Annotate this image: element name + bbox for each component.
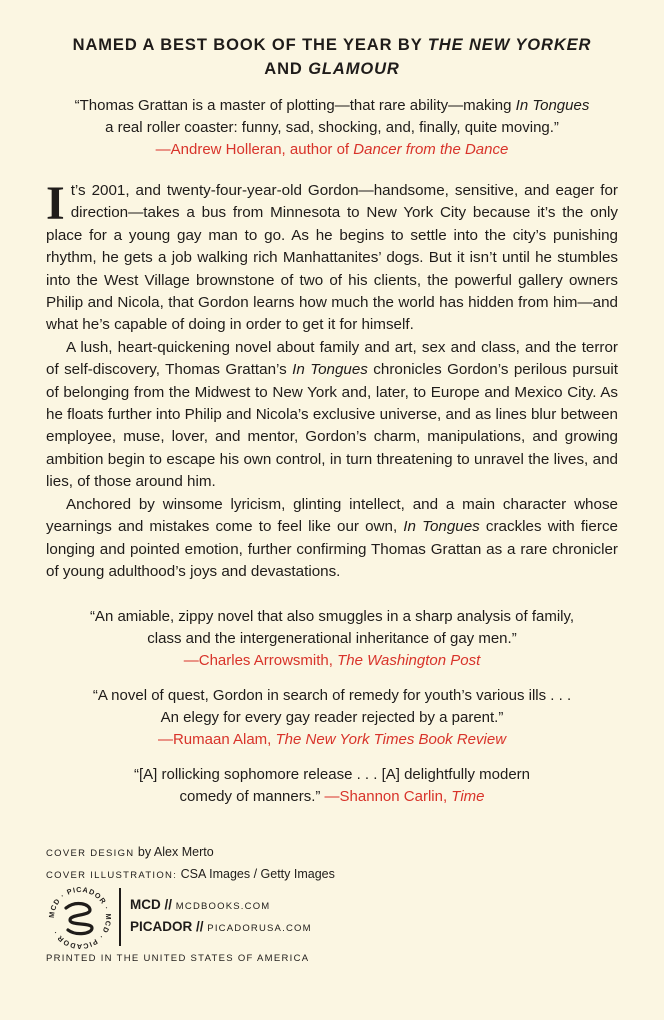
blurb-holleran bbox=[40, 95, 624, 161]
description-paragraph-2: A lush, heart-quickening novel about family and art, sex and class, and the terror of self-discovery, Thomas Grattan’s In Tongues chronicles Gordon’s perilous pursuit of belonging from the Midwest to New York and, later, to Europe and Mexico City. As he floats further into Philip and Nicola’s exclusive universe, and as lines blur between employee, muse, lover, and mentor, Gordon’s charm, manipulations, and growing ambition begin to escape his own control, in turn threatening to unravel the lives, and lies, of those around him. bbox=[46, 338, 618, 491]
blurb-arrowsmith bbox=[40, 606, 624, 672]
drop-cap: I bbox=[46, 177, 65, 230]
description-paragraph-1: It’s 2001, and twenty-four-year-old Gordon—handsome, sensitive, and eager for direction—takes a bus from Minnesota to New York City because it’s the only place for a young gay man to go. As he begins to settle into the city’s punishing rhythm, he gets a job walking rich Manhattanites’ dogs. But it isn’t until he stumbles into the West Village brownstone of two of his clients, the powerful gallery owners Philip and Nicola, that Gordon learns how much the world has hidden from him—and what he’s capable of doing in order to get it for himself. bbox=[46, 177, 618, 334]
description-paragraph-3: Anchored by winsome lyricism, glinting intellect, and a main character whose yearnings and mistakes come to feel like our own, In Tongues crackles with fierce longing and pointed emotion, further confirming Thomas Grattan as a rare chronicler of young adulthood’s joys and devastations. bbox=[46, 495, 618, 580]
blurb-attribution: —Andrew Holleran, author of Dancer from the Dance bbox=[155, 141, 509, 158]
cover-design-credit: COVER DESIGN by Alex Merto bbox=[46, 845, 214, 859]
blurb-line: a real roller coaster: funny, sad, shocking, and, finally, quite moving.” bbox=[105, 119, 559, 136]
logo-ring-text: MCD · PICADOR · MCD · PICADOR · bbox=[46, 884, 114, 952]
mcd-link: MCD // MCDBOOKS.COM bbox=[130, 897, 271, 912]
mcd-picador-logo bbox=[46, 884, 114, 952]
squiggle-icon bbox=[66, 904, 92, 934]
svg-text:MCD · PICADOR · MCD · PICADOR bbox=[47, 885, 113, 951]
publisher-links bbox=[130, 895, 312, 939]
blurb-attribution: —Shannon Carlin, Time bbox=[324, 788, 485, 805]
blurb-line: “An amiable, zippy novel that also smuggles in a sharp analysis of family, bbox=[89, 608, 575, 625]
blurb-line: class and the intergenerational inheritance of gay men.” bbox=[147, 630, 517, 647]
headline bbox=[0, 33, 664, 81]
blurb-line: “[A] rollicking sophomore release . . . [A] delightfully modern bbox=[133, 766, 530, 783]
cover-credits bbox=[46, 842, 335, 886]
blurb-line: “Thomas Grattan is a master of plotting—that rare ability—making In Tongues bbox=[74, 97, 590, 114]
headline-line-2: AND GLAMOUR bbox=[264, 60, 400, 78]
blurb-carlin bbox=[40, 764, 624, 808]
blurb-alam bbox=[40, 685, 624, 751]
picador-link: PICADOR // PICADORUSA.COM bbox=[130, 919, 312, 934]
cover-illustration-credit: COVER ILLUSTRATION: CSA Images / Getty Images bbox=[46, 867, 335, 881]
blurb-line: An elegy for every gay reader rejected by a parent.” bbox=[160, 709, 504, 726]
blurb-line: “A novel of quest, Gordon in search of remedy for youth’s various ills . . . bbox=[92, 687, 572, 704]
headline-line-1: NAMED A BEST BOOK OF THE YEAR BY THE NEW YORKER bbox=[72, 36, 592, 54]
blurb-line: comedy of manners.” —Shannon Carlin, Time bbox=[179, 788, 485, 805]
printed-in: PRINTED IN THE UNITED STATES OF AMERICA bbox=[46, 953, 310, 964]
blurb-attribution: —Rumaan Alam, The New York Times Book Review bbox=[157, 731, 507, 748]
blurb-attribution: —Charles Arrowsmith, The Washington Post bbox=[183, 652, 481, 669]
book-description bbox=[46, 177, 618, 583]
divider bbox=[119, 888, 121, 946]
